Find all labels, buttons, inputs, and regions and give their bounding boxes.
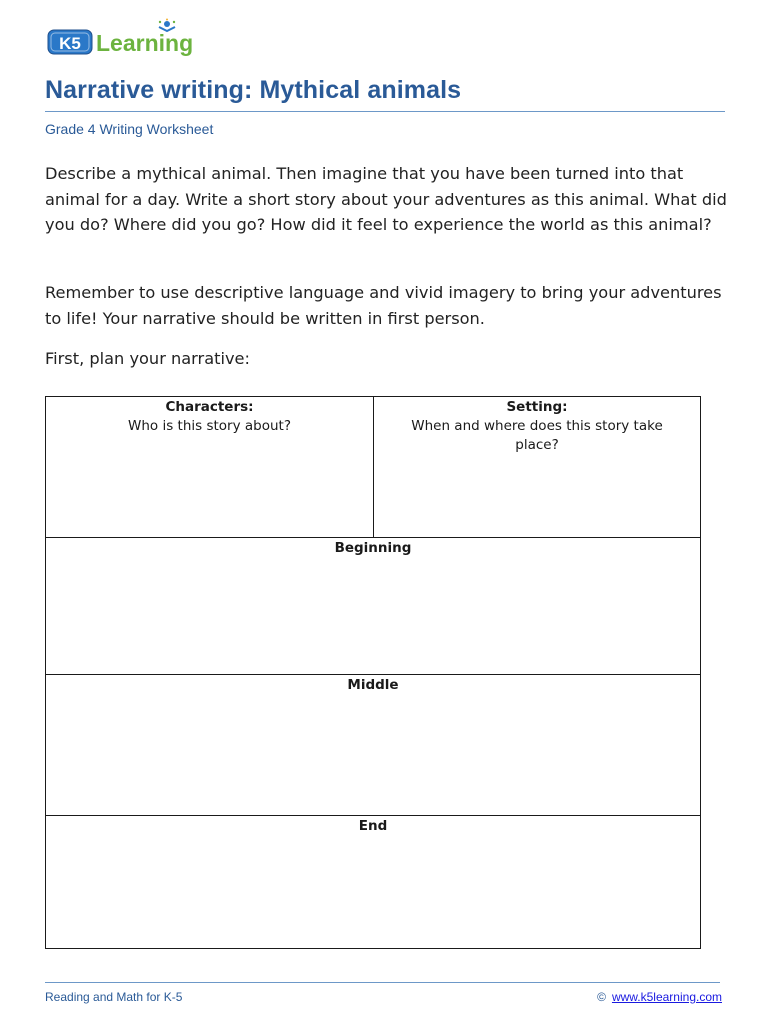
characters-box[interactable] [46, 397, 374, 537]
footer-divider [45, 982, 720, 983]
beginning-heading: Beginning [334, 540, 412, 556]
website-link[interactable]: www.k5learning.com [611, 990, 722, 1004]
setting-heading: Setting: [506, 399, 568, 415]
beginning-box[interactable] [46, 537, 700, 674]
title-divider [45, 111, 725, 112]
worksheet-subtitle: Grade 4 Writing Worksheet [45, 121, 214, 137]
characters-prompt: Who is this story about? [128, 418, 291, 434]
setting-box[interactable] [374, 397, 700, 537]
svg-text:Learning: Learning [96, 30, 194, 56]
plan-prompt: First, plan your narrative: [45, 349, 250, 368]
footer-link-group [597, 990, 722, 1004]
end-heading: End [358, 818, 388, 834]
svg-text:K5: K5 [59, 34, 81, 53]
middle-heading: Middle [347, 677, 399, 693]
instruction-paragraph-1: Describe a mythical animal. Then imagine that you have been turned into that animal for a day. Write a short story about your adventures as this animal. What did you do? Where did you go? How did it feel to experience the world as this animal? [45, 164, 727, 235]
instruction-paragraph-2: Remember to use descriptive language and vivid imagery to bring your adventures to life! Your narrative should be written in first person. [45, 283, 722, 328]
page-title: Narrative writing: Mythical animals [45, 76, 462, 104]
characters-heading: Characters: [165, 399, 254, 415]
end-box[interactable] [46, 815, 700, 948]
k5-learning-logo [46, 18, 216, 58]
setting-prompt: When and where does this story take place? [411, 418, 663, 453]
middle-box[interactable] [46, 674, 700, 815]
copyright-symbol: © [597, 990, 606, 1004]
narrative-plan-table [45, 396, 701, 949]
footer-tagline: Reading and Math for K-5 [45, 990, 183, 1004]
